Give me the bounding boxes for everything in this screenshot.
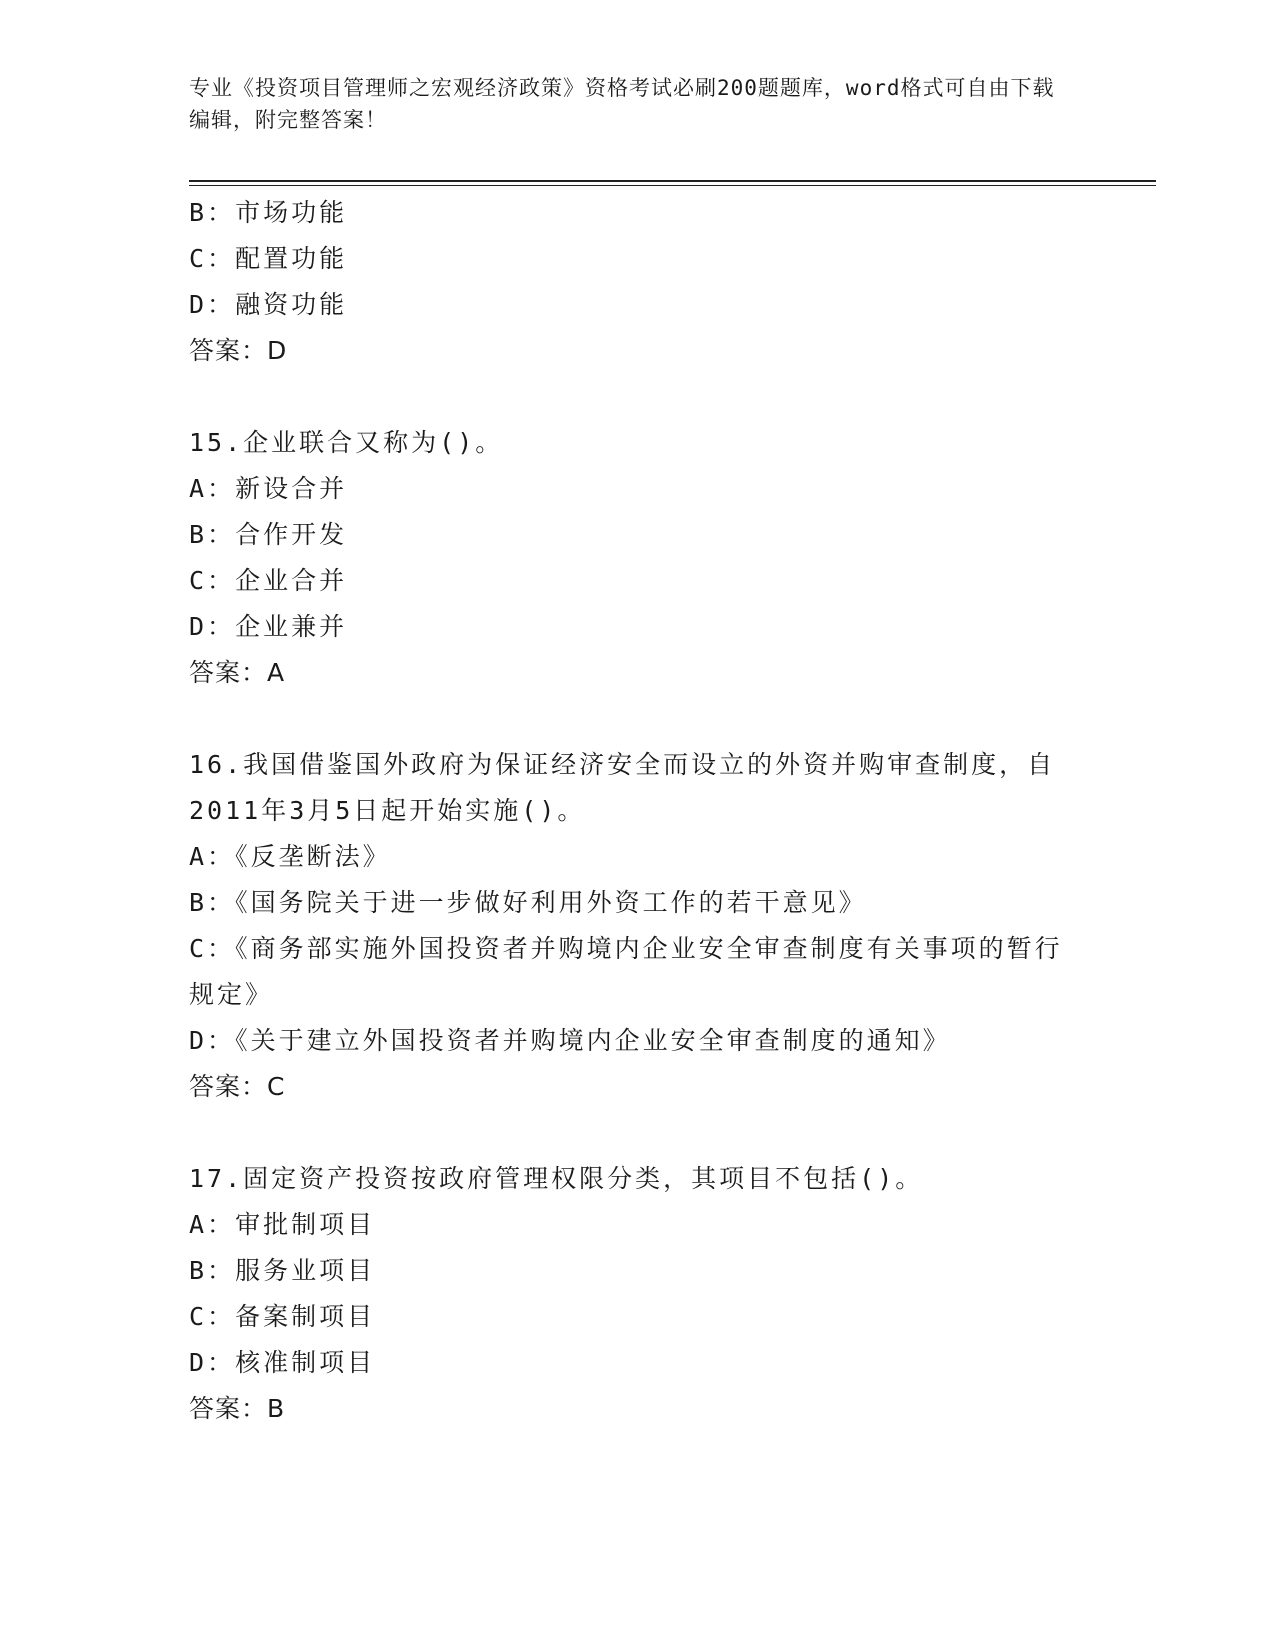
question-stem: 17.固定资产投资按政府管理权限分类，其项目不包括()。	[189, 1164, 924, 1193]
answer-line: 答案：D	[189, 336, 288, 365]
option-d: D：融资功能	[189, 290, 348, 319]
answer-line: 答案：B	[189, 1394, 286, 1423]
option-c: C：企业合并	[189, 566, 348, 595]
option-c: C：《商务部实施外国投资者并购境内企业安全审查制度有关事项的暂行规定》	[189, 934, 1063, 1009]
option-a: A：新设合并	[189, 474, 348, 503]
option-b: B：市场功能	[189, 198, 348, 227]
question-17	[189, 1156, 1089, 1432]
document-header	[189, 72, 1069, 136]
question-continued	[189, 190, 1089, 374]
question-stem: 15.企业联合又称为()。	[189, 428, 504, 457]
header-rule-thick	[189, 180, 1156, 182]
spacer	[189, 696, 1089, 742]
header-title: 专业《投资项目管理师之宏观经济政策》资格考试必刷200题题库，word格式可自由下载编辑，附完整答案！	[189, 76, 1055, 132]
question-15	[189, 420, 1089, 696]
option-b: B：服务业项目	[189, 1256, 376, 1285]
answer-line: 答案：A	[189, 658, 286, 687]
option-b: B：《国务院关于进一步做好利用外资工作的若干意见》	[189, 888, 867, 917]
option-d: D：《关于建立外国投资者并购境内企业安全审查制度的通知》	[189, 1026, 951, 1055]
option-b: B：合作开发	[189, 520, 348, 549]
answer-line: 答案：C	[189, 1072, 286, 1101]
spacer	[189, 1110, 1089, 1156]
option-a: A：审批制项目	[189, 1210, 376, 1239]
option-c: C：备案制项目	[189, 1302, 376, 1331]
header-rule-thin	[189, 185, 1156, 186]
question-16	[189, 742, 1089, 1110]
option-d: D：核准制项目	[189, 1348, 376, 1377]
question-stem: 16.我国借鉴国外政府为保证经济安全而设立的外资并购审查制度，自2011年3月5日起开始实施()。	[189, 750, 1056, 825]
question-list	[189, 190, 1089, 1432]
spacer	[189, 374, 1089, 420]
option-c: C：配置功能	[189, 244, 348, 273]
option-d: D：企业兼并	[189, 612, 348, 641]
option-a: A：《反垄断法》	[189, 842, 391, 871]
